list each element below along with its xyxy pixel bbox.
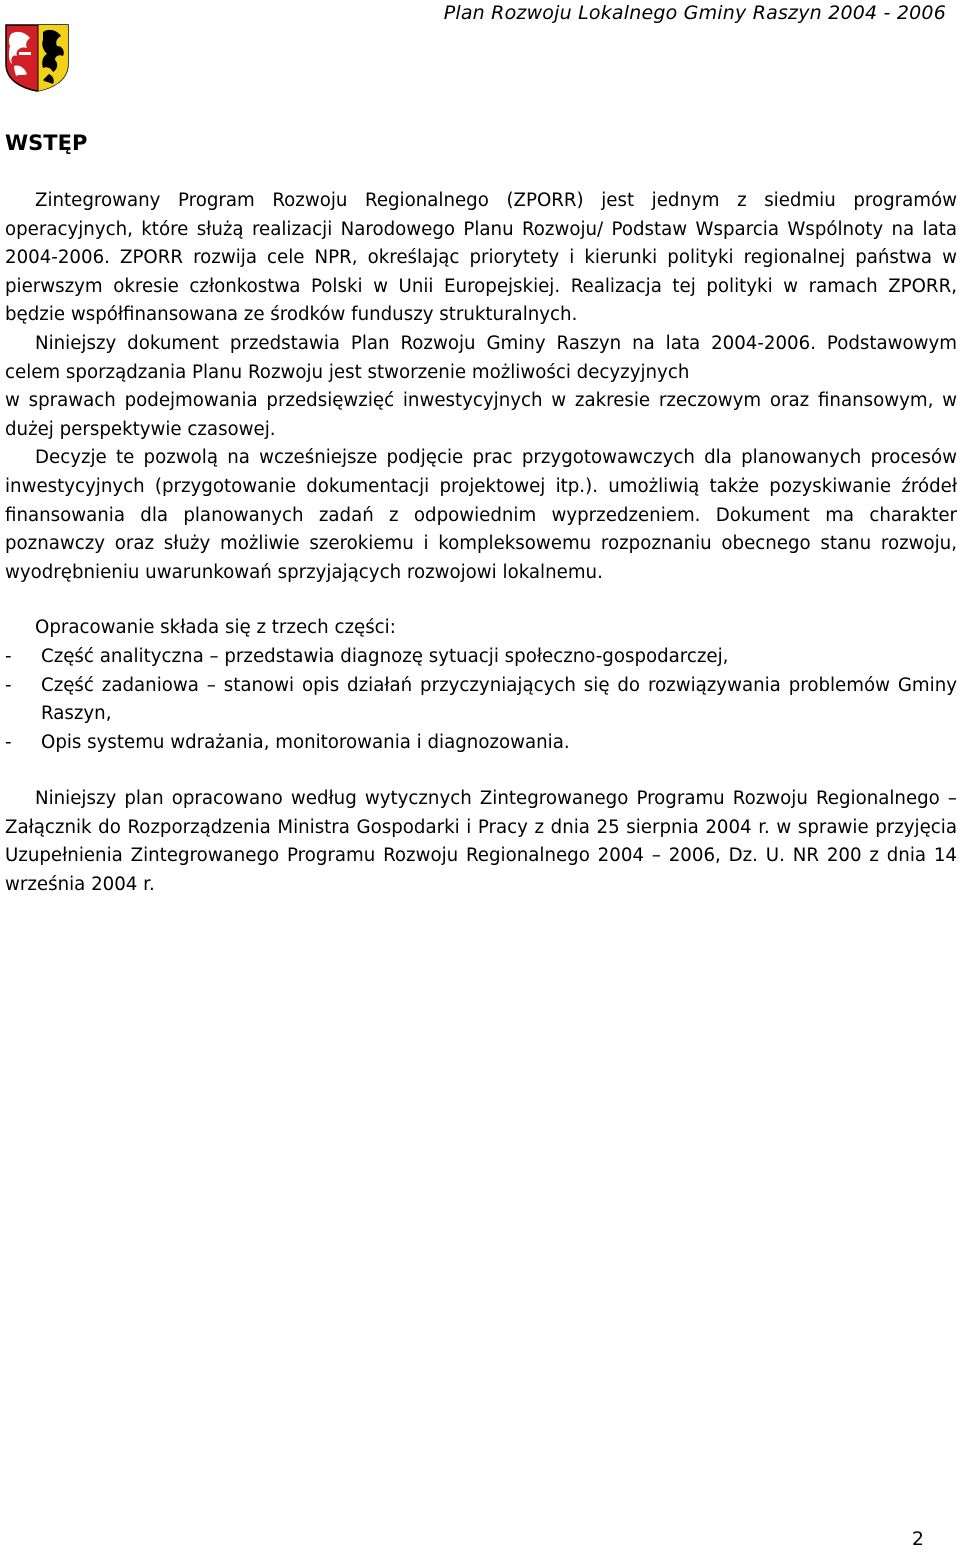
- list-item: [5, 729, 957, 758]
- parts-list: [5, 643, 957, 757]
- guidelines-paragraph: Niniejszy plan opracowano według wytycznych Zintegrowanego Programu Rozwoju Regionalnego – Załącznik do Rozporządzenia Ministra Gospodarki i Pracy z dnia 25 sierpnia 2004 r. w sprawie przyjęcia Uzupełnienia Zintegrowanego Programu Rozwoju Regionalnego 2004 – 2006, Dz. U. NR 200 z dnia 14 września 2004 r.: [5, 788, 957, 896]
- list-item-text: Część zadaniowa – stanowi opis działań przyczyniających się do rozwiązywania problemów Gminy Raszyn,: [41, 674, 957, 725]
- list-item-text: Opis systemu wdrażania, monitorowania i diagnozowania.: [41, 731, 570, 753]
- list-bullet: -: [5, 674, 12, 696]
- coat-of-arms-logo: [5, 24, 69, 92]
- document-header-title: Plan Rozwoju Lokalnego Gminy Raszyn 2004 - 2006: [443, 2, 946, 24]
- document-body: [5, 187, 957, 900]
- list-item-text: Część analityczna – przedstawia diagnozę sytuacji społeczno-gospodarczej,: [41, 645, 729, 667]
- list-bullet: -: [5, 731, 12, 753]
- decisions-paragraph: Decyzje te pozwolą na wcześniejsze podjęcie prac przygotowawczych dla planowanych procesów inwestycyjnych (przygotowanie dokumentacji projektowej itp.). umożliwią także pozyskiwanie źródeł finansowania dla planowanych zadań z odpowiednim wyprzedzeniem. Dokument ma charakter poznawczy oraz służy możliwie szerokiemu i kompleksowemu rozpoznaniu obecnego stanu rozwoju, wyodrębnieniu uwarunkowań sprzyjających rozwojowi lokalnemu.: [5, 447, 957, 583]
- intro-paragraph: Zintegrowany Program Rozwoju Regionalnego (ZPORR) jest jednym z siedmiu programów operacyjnych, które służą realizacji Narodowego Planu Rozwoju/ Podstaw Wsparcia Wspólnoty na lata 2004-2006. ZPORR rozwija cele NPR, określając priorytety i kierunki polityki regionalnej państwa w pierwszym okresie członkostwa Polski w Unii Europejskiej. Realizacja tej polityki w ramach ZPORR, będzie współfinansowana ze środków funduszy strukturalnych.: [5, 190, 957, 326]
- list-bullet: -: [5, 645, 12, 667]
- coat-of-arms-icon: [5, 24, 69, 92]
- purpose-continuation-paragraph: w sprawach podejmowania przedsięwzięć inwestycyjnych w zakresie rzeczowym oraz finansowym, w dużej perspektywie czasowej.: [5, 390, 957, 440]
- page-number: 2: [911, 1528, 924, 1550]
- list-item: [5, 643, 957, 672]
- list-item: [5, 672, 957, 729]
- section-heading: WSTĘP: [5, 131, 88, 155]
- structure-intro-paragraph: Opracowanie składa się z trzech części:: [35, 617, 396, 639]
- purpose-paragraph: Niniejszy dokument przedstawia Plan Rozwoju Gminy Raszyn na lata 2004-2006. Podstawowym celem sporządzania Planu Rozwoju jest stworzenie możliwości decyzyjnych: [5, 332, 957, 383]
